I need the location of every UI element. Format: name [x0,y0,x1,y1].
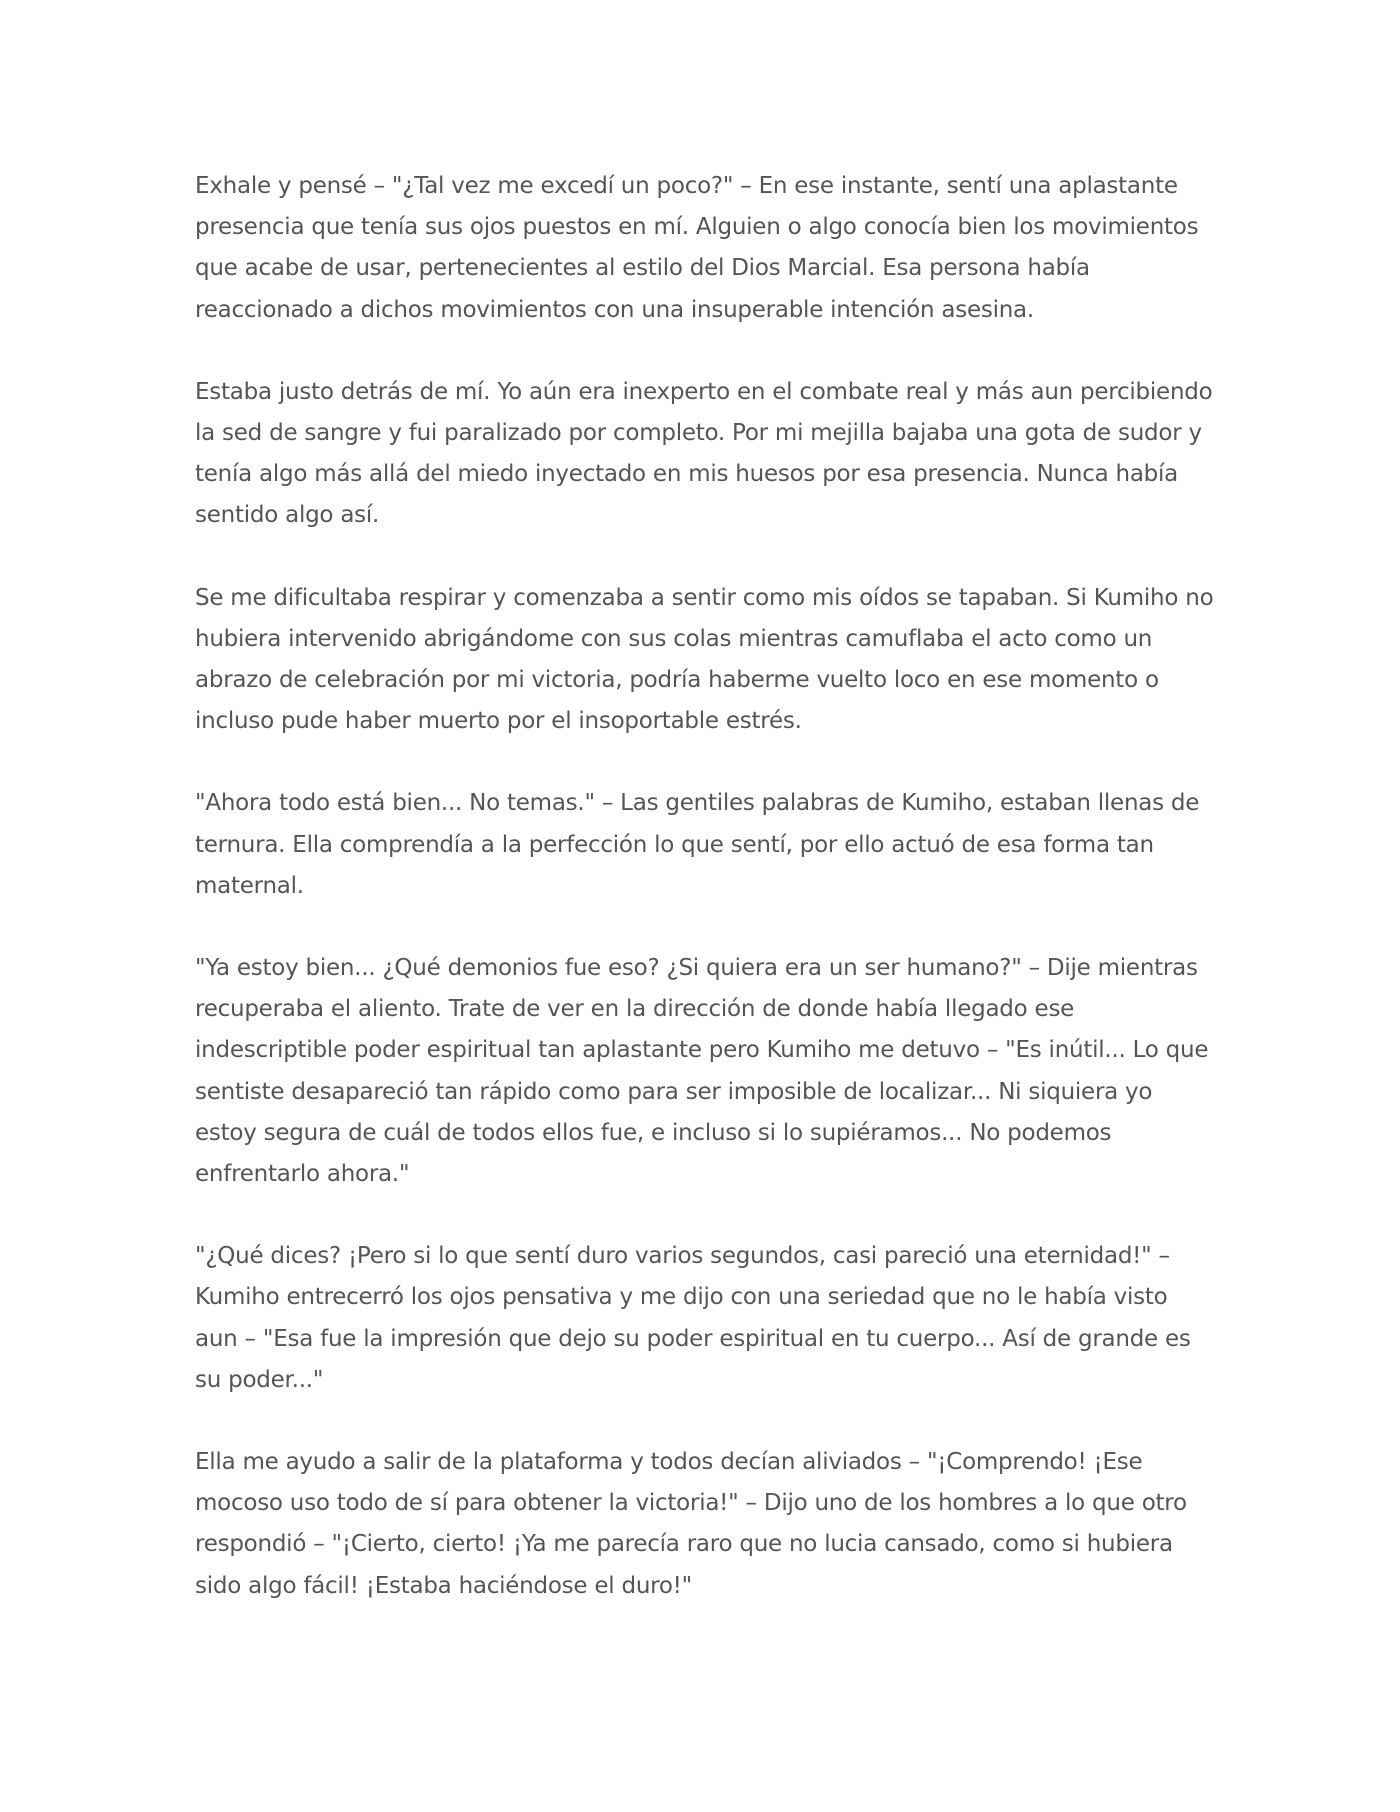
paragraph-3: Se me dificultaba respirar y comenzaba a sentir como mis oídos se tapaban. Si Kumiho no hubiera intervenido abrigándome con sus colas mientras camuflaba el acto como un abrazo de celebración por mi victoria, podría haberme vuelto loco en ese momento o incluso pude haber muerto por el insoportable estrés. [195,584,1214,735]
document-body [195,166,1215,1648]
paragraph-7: Ella me ayudo a salir de la plataforma y todos decían aliviados – "¡Comprendo! ¡Ese mocoso uso todo de sí para obtener la victoria!" – Dijo uno de los hombres a lo que otro respondió – "¡Cierto, cierto! ¡Ya me parecía raro que no lucia cansado, como si hubiera sido algo fácil! ¡Estaba haciéndose el duro!" [195,1449,1187,1599]
paragraph-2: Estaba justo detrás de mí. Yo aún era inexperto en el combate real y más aun percibiendo la sed de sangre y fui paralizado por completo. Por mi mejilla bajaba una gota de sudor y tenía algo más allá del miedo inyectado en mis huesos por esa presencia. Nunca había sentido algo así. [195,378,1213,529]
paragraph-5: "Ya estoy bien... ¿Qué demonios fue eso? ¿Si quiera era un ser humano?" – Dije mientras recuperaba el aliento. Trate de ver en la dirección de donde había llegado ese indescriptible poder espiritual tan aplastante pero Kumiho me detuvo – "Es inútil... Lo que sentiste desapareció tan rápido como para ser imposible de localizar... Ni siquiera yo estoy segura de cuál de todos ellos fue, e incluso si lo supiéramos... No podemos enfrentarlo ahora." [195,955,1209,1188]
paragraph-1: Exhale y pensé – "¿Tal vez me excedí un poco?" – En ese instante, sentí una aplastante presencia que tenía sus ojos puestos en mí. Alguien o algo conocía bien los movimientos que acabe de usar, pertenecientes al estilo del Dios Marcial. Esa persona había reaccionado a dichos movimientos con una insuperable intención asesina. [195,173,1199,323]
paragraph-6: "¿Qué dices? ¡Pero si lo que sentí duro varios segundos, casi pareció una eternidad!" – Kumiho entrecerró los ojos pensativa y me dijo con una seriedad que no le había visto aun – "Esa fue la impresión que dejo su poder espiritual en tu cuerpo... Así de grande es su poder..." [195,1243,1191,1393]
paragraph-4: "Ahora todo está bien... No temas." – Las gentiles palabras de Kumiho, estaban llenas de ternura. Ella comprendía a la perfección lo que sentí, por ello actuó de esa forma tan maternal. [195,790,1200,899]
